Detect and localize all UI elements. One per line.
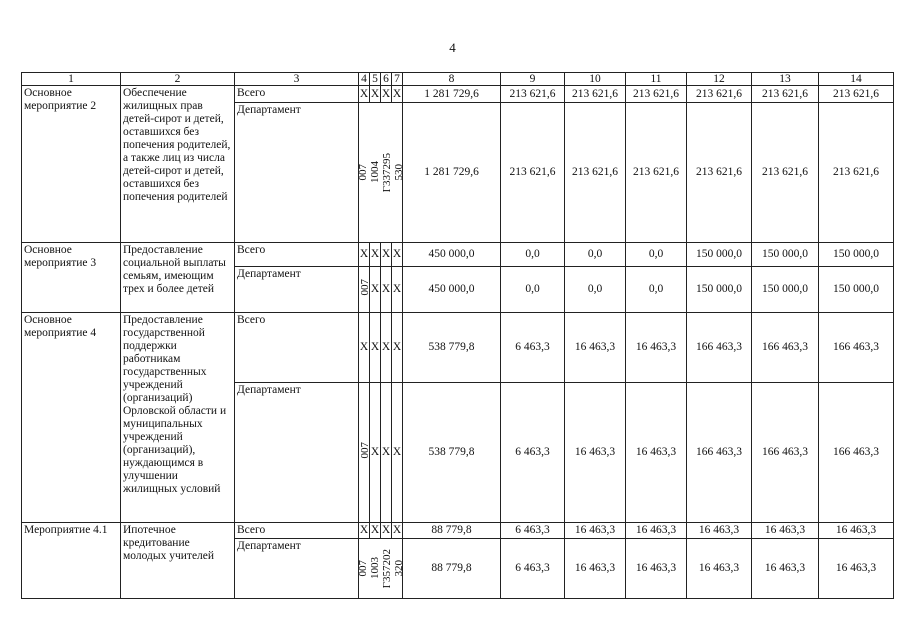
value-cell: 213 621,6 — [687, 86, 752, 103]
code-cell: X — [381, 383, 392, 523]
row-label: Всего — [235, 523, 359, 539]
code-cell: X — [381, 267, 392, 313]
event-name: Основное мероприятие 4 — [22, 313, 121, 523]
event-description: Предоставление государственной поддержки работникам государственных учреждений (организаций) Орловской области и муниципальных учреждений (организаций), нуждающимся в улучшении жилищных условий — [121, 313, 235, 523]
value-cell: 16 463,3 — [687, 539, 752, 599]
value-cell: 166 463,3 — [819, 383, 894, 523]
row-label: Департамент — [235, 539, 359, 599]
value-cell: 6 463,3 — [501, 313, 565, 383]
row-label: Всего — [235, 86, 359, 103]
event-name: Мероприятие 4.1 — [22, 523, 121, 599]
value-cell: 150 000,0 — [752, 243, 819, 267]
code-cell: X — [370, 86, 381, 103]
col-header: 7 — [392, 73, 403, 86]
code-cell: X — [370, 267, 381, 313]
value-cell: 16 463,3 — [565, 523, 626, 539]
table-row — [22, 243, 894, 267]
col-header: 8 — [403, 73, 501, 86]
col-header: 9 — [501, 73, 565, 86]
value-cell: 0,0 — [565, 267, 626, 313]
row-label: Департамент — [235, 267, 359, 313]
value-cell: 16 463,3 — [626, 523, 687, 539]
code-cell: X — [392, 313, 403, 383]
code-cell: X — [359, 313, 370, 383]
value-cell: 16 463,3 — [819, 539, 894, 599]
value-cell: 213 621,6 — [819, 86, 894, 103]
code-text: 007 — [356, 164, 369, 181]
code-cell: X — [392, 267, 403, 313]
code-cell: X — [392, 243, 403, 267]
value-cell: 16 463,3 — [752, 523, 819, 539]
page-number: 4 — [449, 40, 456, 55]
col-header: 1 — [22, 73, 121, 86]
value-cell: 16 463,3 — [565, 539, 626, 599]
code-cell — [359, 383, 370, 523]
code-cell: X — [392, 523, 403, 539]
code-cell: X — [370, 313, 381, 383]
value-cell: 88 779,8 — [403, 523, 501, 539]
value-cell: 166 463,3 — [687, 313, 752, 383]
value-cell: 213 621,6 — [752, 103, 819, 243]
budget-code-vertical — [356, 103, 405, 243]
value-cell: 150 000,0 — [687, 243, 752, 267]
col-header: 10 — [565, 73, 626, 86]
code-cell: X — [359, 86, 370, 103]
code-text: 007 — [359, 279, 371, 296]
code-cell: X — [392, 86, 403, 103]
value-cell: 213 621,6 — [752, 86, 819, 103]
value-cell: 150 000,0 — [687, 267, 752, 313]
value-cell: 538 779,8 — [403, 383, 501, 523]
col-header: 4 — [359, 73, 370, 86]
code-cell: X — [381, 523, 392, 539]
value-cell: 150 000,0 — [752, 267, 819, 313]
row-label: Департамент — [235, 383, 359, 523]
value-cell: 16 463,3 — [752, 539, 819, 599]
col-header: 5 — [370, 73, 381, 86]
event-description: Предоставление социальной выплаты семьям, имеющим трех и более детей — [121, 243, 235, 313]
col-header: 13 — [752, 73, 819, 86]
code-text: 530 — [392, 164, 405, 181]
col-header: 12 — [687, 73, 752, 86]
value-cell: 213 621,6 — [687, 103, 752, 243]
value-cell: 16 463,3 — [626, 313, 687, 383]
table-row — [22, 523, 894, 539]
value-cell: 1 281 729,6 — [403, 86, 501, 103]
value-cell: 450 000,0 — [403, 267, 501, 313]
code-cell: X — [370, 243, 381, 267]
value-cell: 88 779,8 — [403, 539, 501, 599]
row-label: Всего — [235, 243, 359, 267]
event-description: Ипотечное кредитование молодых учителей — [121, 523, 235, 599]
code-cell: X — [370, 383, 381, 523]
value-cell: 213 621,6 — [501, 103, 565, 243]
col-header: 11 — [626, 73, 687, 86]
value-cell: 6 463,3 — [501, 539, 565, 599]
budget-table — [21, 72, 894, 599]
value-cell: 538 779,8 — [403, 313, 501, 383]
value-cell: 150 000,0 — [819, 267, 894, 313]
header-row — [22, 73, 894, 86]
value-cell: 16 463,3 — [819, 523, 894, 539]
col-header: 14 — [819, 73, 894, 86]
col-header: 3 — [235, 73, 359, 86]
value-cell: 0,0 — [501, 267, 565, 313]
code-text: Г337295 — [380, 152, 393, 193]
value-cell: 166 463,3 — [687, 383, 752, 523]
code-text: 320 — [392, 560, 405, 577]
value-cell: 213 621,6 — [565, 86, 626, 103]
value-cell: 166 463,3 — [819, 313, 894, 383]
value-cell: 0,0 — [626, 267, 687, 313]
code-cell: X — [392, 383, 403, 523]
code-cell: X — [381, 243, 392, 267]
value-cell: 213 621,6 — [565, 103, 626, 243]
value-cell: 16 463,3 — [626, 383, 687, 523]
code-cell: X — [359, 523, 370, 539]
value-cell: 0,0 — [565, 243, 626, 267]
code-text: Г357202 — [380, 548, 393, 589]
event-name: Основное мероприятие 3 — [22, 243, 121, 313]
code-cell: X — [381, 86, 392, 103]
code-text: 007 — [359, 442, 371, 459]
value-cell: 150 000,0 — [819, 243, 894, 267]
code-cell: X — [381, 313, 392, 383]
row-label: Всего — [235, 313, 359, 383]
code-cell: X — [370, 523, 381, 539]
code-text: 1004 — [368, 161, 381, 184]
col-header: 2 — [121, 73, 235, 86]
value-cell: 16 463,3 — [565, 313, 626, 383]
value-cell: 16 463,3 — [626, 539, 687, 599]
value-cell: 6 463,3 — [501, 383, 565, 523]
value-cell: 166 463,3 — [752, 383, 819, 523]
code-text: 007 — [356, 560, 369, 577]
value-cell: 213 621,6 — [819, 103, 894, 243]
value-cell: 213 621,6 — [501, 86, 565, 103]
table-row — [22, 86, 894, 103]
row-label: Департамент — [235, 103, 359, 243]
value-cell: 16 463,3 — [687, 523, 752, 539]
event-description: Обеспечение жилищных прав детей-сирот и детей, оставшихся без попечения родителей, а также лиц из числа детей-сирот и детей, оставшихся без попечения родителей — [121, 86, 235, 243]
value-cell: 166 463,3 — [752, 313, 819, 383]
value-cell: 16 463,3 — [565, 383, 626, 523]
table-row — [22, 313, 894, 383]
event-name: Основное мероприятие 2 — [22, 86, 121, 243]
value-cell: 213 621,6 — [626, 103, 687, 243]
code-text: 1003 — [368, 557, 381, 580]
value-cell: 0,0 — [626, 243, 687, 267]
value-cell: 450 000,0 — [403, 243, 501, 267]
value-cell: 1 281 729,6 — [403, 103, 501, 243]
col-header: 6 — [381, 73, 392, 86]
value-cell: 6 463,3 — [501, 523, 565, 539]
code-cell: X — [359, 243, 370, 267]
value-cell: 0,0 — [501, 243, 565, 267]
value-cell: 213 621,6 — [626, 86, 687, 103]
code-cell — [359, 267, 370, 313]
budget-code-vertical — [356, 539, 405, 599]
